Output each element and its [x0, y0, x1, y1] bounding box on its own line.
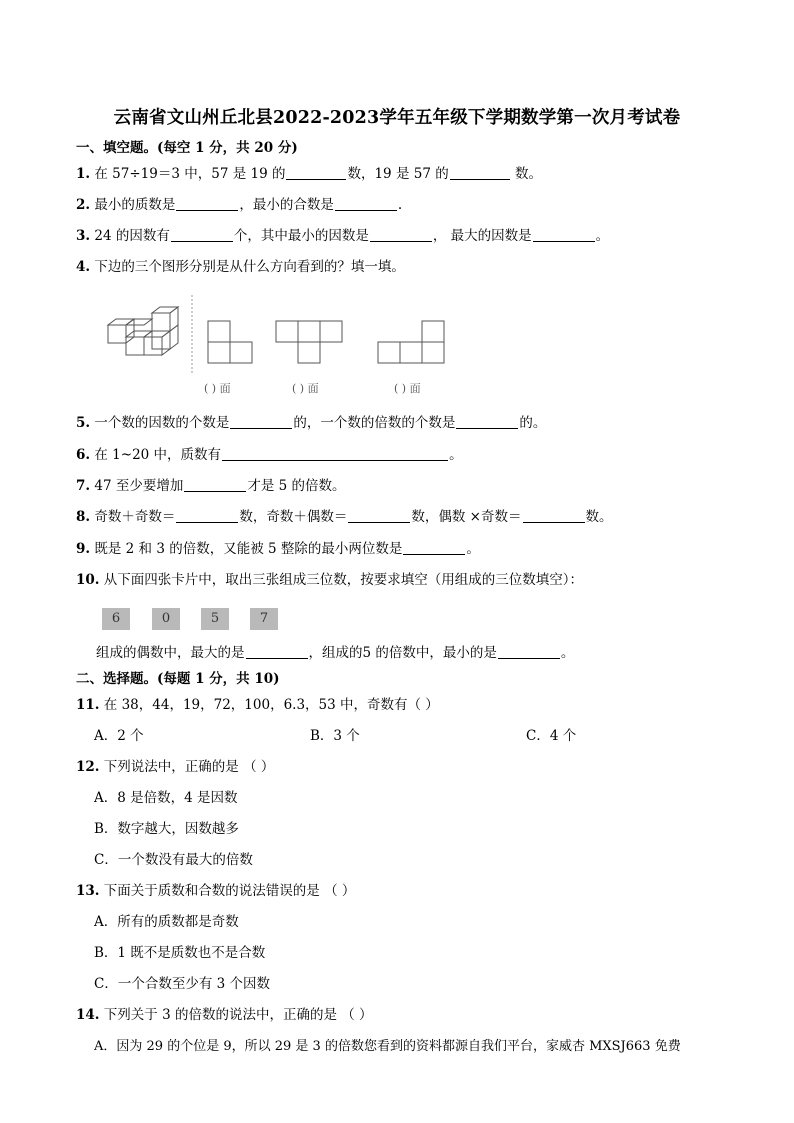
answer-blank[interactable]	[348, 508, 410, 523]
question-10-blanks: 组成的偶数中，最大的是 ，组成的5 的倍数中，最小的是 。	[96, 645, 575, 661]
view-2	[276, 321, 342, 363]
answer-blank[interactable]	[523, 508, 585, 523]
question-3: 3. 24 的因数有 个，其中最小的因数是 ， 最大的因数是 。	[76, 228, 610, 244]
answer-blank[interactable]	[450, 165, 510, 180]
answer-blank[interactable]	[176, 196, 238, 211]
answer-blank[interactable]	[171, 227, 233, 242]
answer-blank[interactable]	[533, 227, 595, 242]
question-1: 1. 在 57÷19＝3 中，57 是 19 的 数，19 是 57 的 数。	[76, 166, 542, 182]
answer-blank[interactable]	[184, 477, 246, 492]
option-b[interactable]: B．3 个	[310, 728, 360, 744]
question-14: 14. 下列关于 3 的倍数的说法中，正确的是 （ ）	[76, 1007, 373, 1023]
question-13: 13. 下面关于质数和合数的说法错误的是 （ ）	[76, 883, 356, 899]
section-1-heading: 一、填空题。(每空 1 分，共 20 分)	[76, 140, 298, 156]
option-a[interactable]: A．8 是倍数，4 是因数	[94, 790, 238, 806]
view-label-2: ( ) 面	[292, 382, 319, 395]
three-views-figure	[100, 295, 460, 375]
view-label-3: ( ) 面	[394, 382, 421, 395]
view-1	[208, 321, 252, 363]
number-card: 0	[152, 608, 180, 630]
question-12: 12. 下列说法中，正确的是 （ ）	[76, 759, 275, 775]
number-card: 7	[250, 608, 278, 630]
view-3	[378, 321, 444, 363]
view-label-1: ( ) 面	[204, 382, 231, 395]
page-title: 云南省文山州丘北县2022-2023学年五年级下学期数学第一次月考试卷	[113, 108, 681, 128]
option-c[interactable]: C．一个合数至少有 3 个因数	[94, 976, 271, 992]
question-2: 2. 最小的质数是 ，最小的合数是 .	[76, 197, 403, 213]
answer-blank[interactable]	[456, 414, 518, 429]
cube-stack-figure	[108, 307, 178, 355]
option-a[interactable]: A．2 个	[94, 728, 144, 744]
question-4: 4. 下边的三个图形分别是从什么方向看到的？填一填。	[76, 259, 405, 275]
option-b[interactable]: B．1 既不是质数也不是合数	[94, 945, 266, 961]
answer-blank[interactable]	[286, 165, 346, 180]
option-b[interactable]: B．数字越大，因数越多	[94, 821, 239, 837]
answer-blank[interactable]	[222, 446, 448, 461]
answer-blank[interactable]	[335, 196, 397, 211]
number-card: 6	[102, 608, 130, 630]
question-7: 7. 47 至少要增加 才是 5 的倍数。	[76, 478, 346, 494]
answer-blank[interactable]	[176, 508, 238, 523]
question-6: 6. 在 1~20 中，质数有 。	[76, 447, 463, 463]
option-c[interactable]: C．4 个	[526, 728, 577, 744]
option-c[interactable]: C．一个数没有最大的倍数	[94, 852, 253, 868]
section-2-heading: 二、选择题。(每题 1 分，共 10)	[76, 671, 280, 687]
question-5: 5. 一个数的因数的个数是 的，一个数的倍数的个数是 的。	[76, 415, 547, 431]
answer-blank[interactable]	[370, 227, 432, 242]
answer-blank[interactable]	[230, 414, 292, 429]
question-10: 10. 从下面四张卡片中，取出三张组成三位数，按要求填空（用组成的三位数填空）：	[76, 572, 584, 588]
question-9: 9. 既是 2 和 3 的倍数，又能被 5 整除的最小两位数是 。	[76, 541, 480, 557]
question-11: 11. 在 38，44，19，72，100，6.3，53 中，奇数有（ ）	[76, 697, 439, 713]
number-card: 5	[201, 608, 229, 630]
option-a[interactable]: A．所有的质数都是奇数	[94, 914, 239, 930]
answer-blank[interactable]	[246, 644, 308, 659]
answer-blank[interactable]	[403, 540, 465, 555]
question-8: 8. 奇数＋奇数＝ 数，奇数＋偶数＝ 数，偶数 ×奇数＝ 数。	[76, 509, 613, 525]
option-a[interactable]: A．因为 29 的个位是 9，所以 29 是 3 的倍数您看到的资料都源自我们平台，家威杏 MXSJ663 免费	[94, 1039, 681, 1054]
answer-blank[interactable]	[498, 644, 560, 659]
